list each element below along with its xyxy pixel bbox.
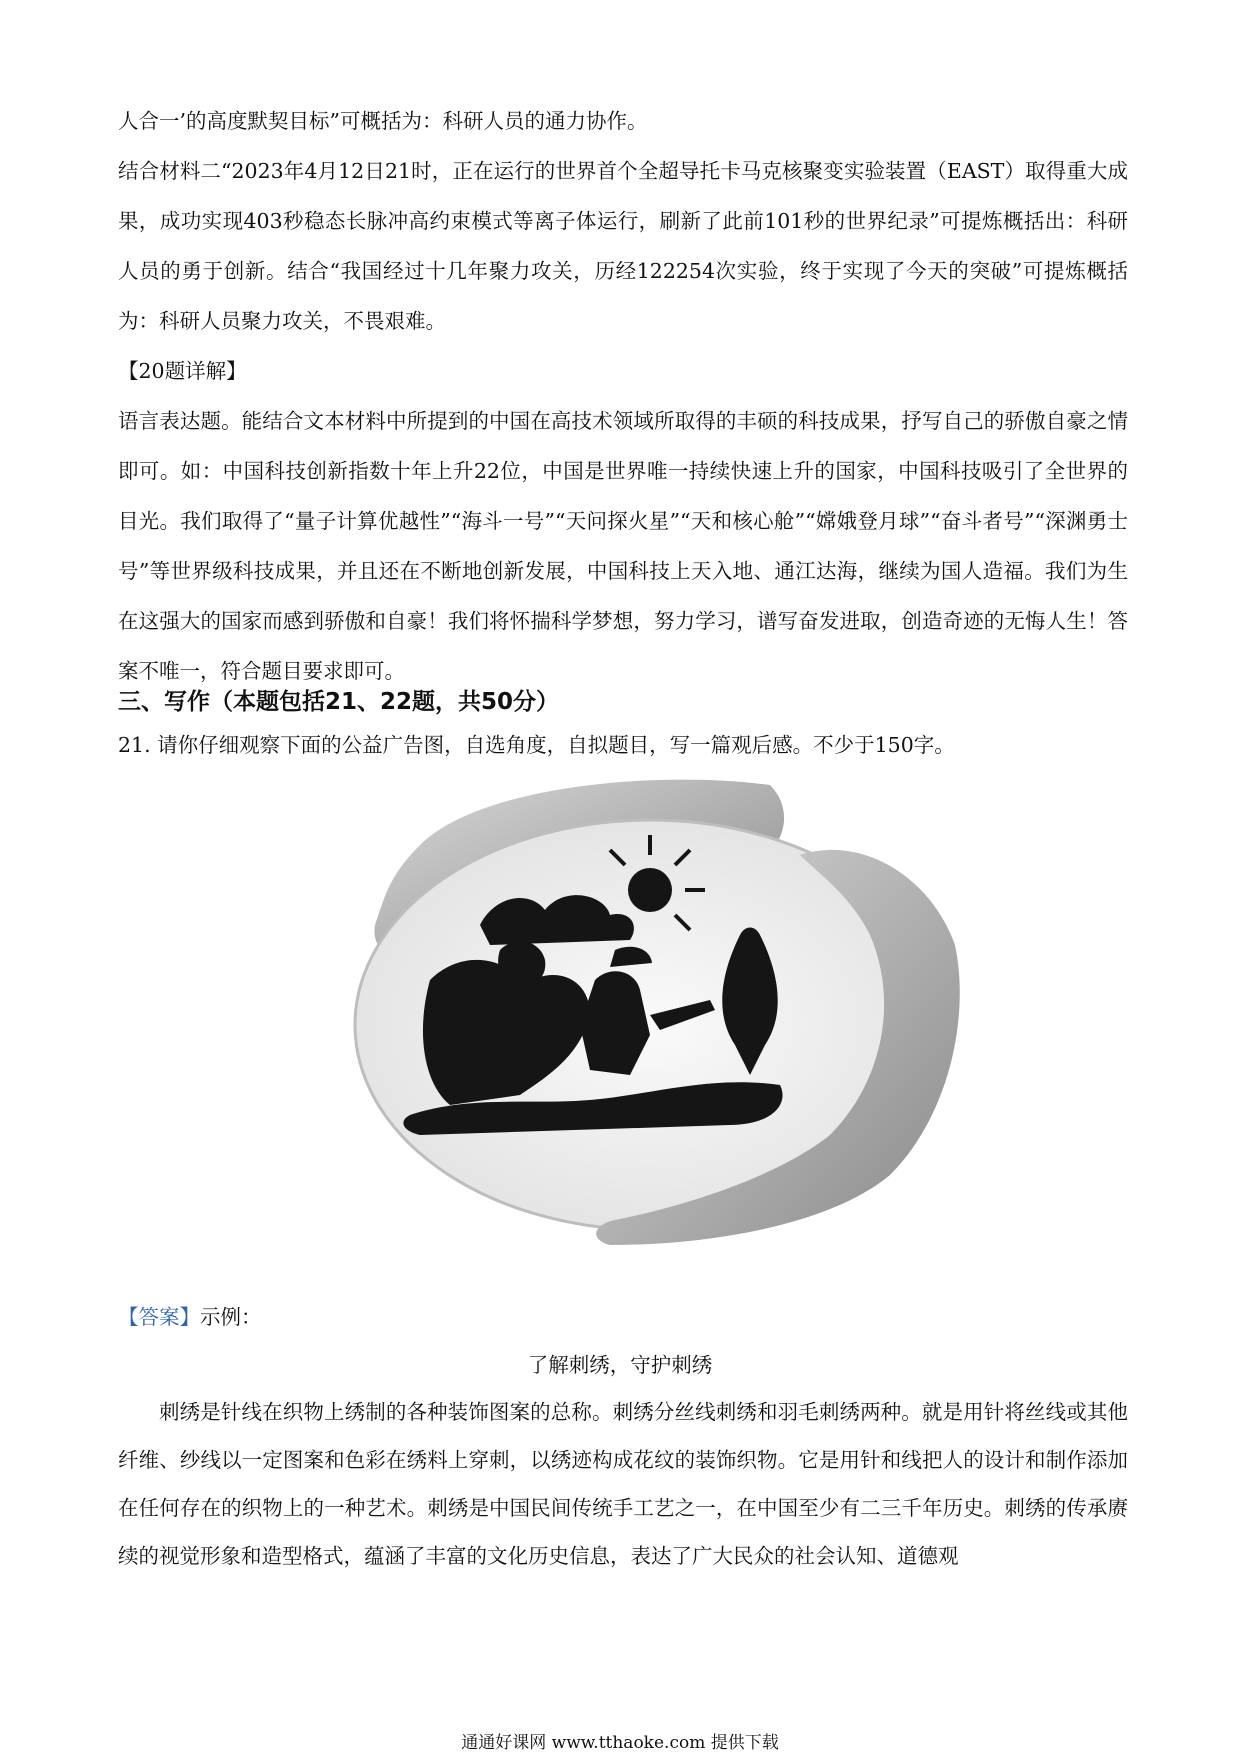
question-21: 21. 请你仔细观察下面的公益广告图，自选角度，自拟题目，写一篇观后感。不少于150字。 — [118, 733, 955, 757]
essay-paragraph: 刺绣是针线在织物上绣制的各种装饰图案的总称。刺绣分丝线刺绣和羽毛刺绣两种。就是用针将丝线或其他纤维、纱线以一定图案和色彩在绣料上穿刺，以绣迹构成花纹的装饰织物。它是用针和线把人的设计和制作添加在任何存在的织物上的一种艺术。刺绣是中国民间传统手工艺之一，在中国至少有二三千年历史。刺绣的传承赓续的视觉形象和造型格式，蕴涵了丰富的文化历史信息，表达了广大民众的社会认知、道德观 — [118, 1400, 1128, 1568]
answer-line — [118, 1300, 262, 1330]
page-footer: 通通好课网 www.tthaoke.com 提供下载 — [461, 1733, 779, 1753]
material-two-paragraph: 结合材料二“2023年4月12日21时，正在运行的世界首个全超导托卡马克核聚变实验装置（EAST）取得重大成果，成功实现403秒稳态长脉冲高约束模式等离子体运行，刷新了此前101秒的世界纪录”可提炼概括出：科研人员的勇于创新。结合“我国经过十几年聚力攻关，历经122254次实验，终于实现了今天的突破”可提炼概括为：科研人员聚力攻关，不畏艰难。 — [118, 159, 1128, 333]
answer-tag: 【答案】 — [118, 1305, 200, 1329]
q20-label: 【20题详解】 — [118, 359, 247, 383]
answer-lead: 示例： — [200, 1305, 262, 1329]
top-text-block — [118, 96, 1128, 696]
essay-title: 了解刺绣，守护刺绣 — [527, 1353, 713, 1377]
section-heading: 三、写作（本题包括21、22题，共50分） — [118, 689, 560, 715]
embroidery-hoop-image — [330, 775, 960, 1280]
text-line-1: 人合一’的高度默契目标”可概括为：科研人员的通力协作。 — [118, 109, 648, 133]
q20-explanation: 语言表达题。能结合文本材料中所提到的中国在高技术领域所取得的丰硕的科技成果，抒写自己的骄傲自豪之情即可。如：中国科技创新指数十年上升22位，中国是世界唯一持续快速上升的国家，中国科技吸引了全世界的目光。我们取得了“量子计算优越性”“海斗一号”“天问探火星”“天和核心舱”“嫦娥登月球”“奋斗者号”“深渊勇士号”等世界级科技成果，并且还在不断地创新发展，中国科技上天入地、通江达海，继续为国人造福。我们为生在这强大的国家而感到骄傲和自豪！我们将怀揣科学梦想，努力学习，谱写奋发进取，创造奇迹的无悔人生！答案不唯一，符合题目要求即可。 — [118, 409, 1128, 683]
